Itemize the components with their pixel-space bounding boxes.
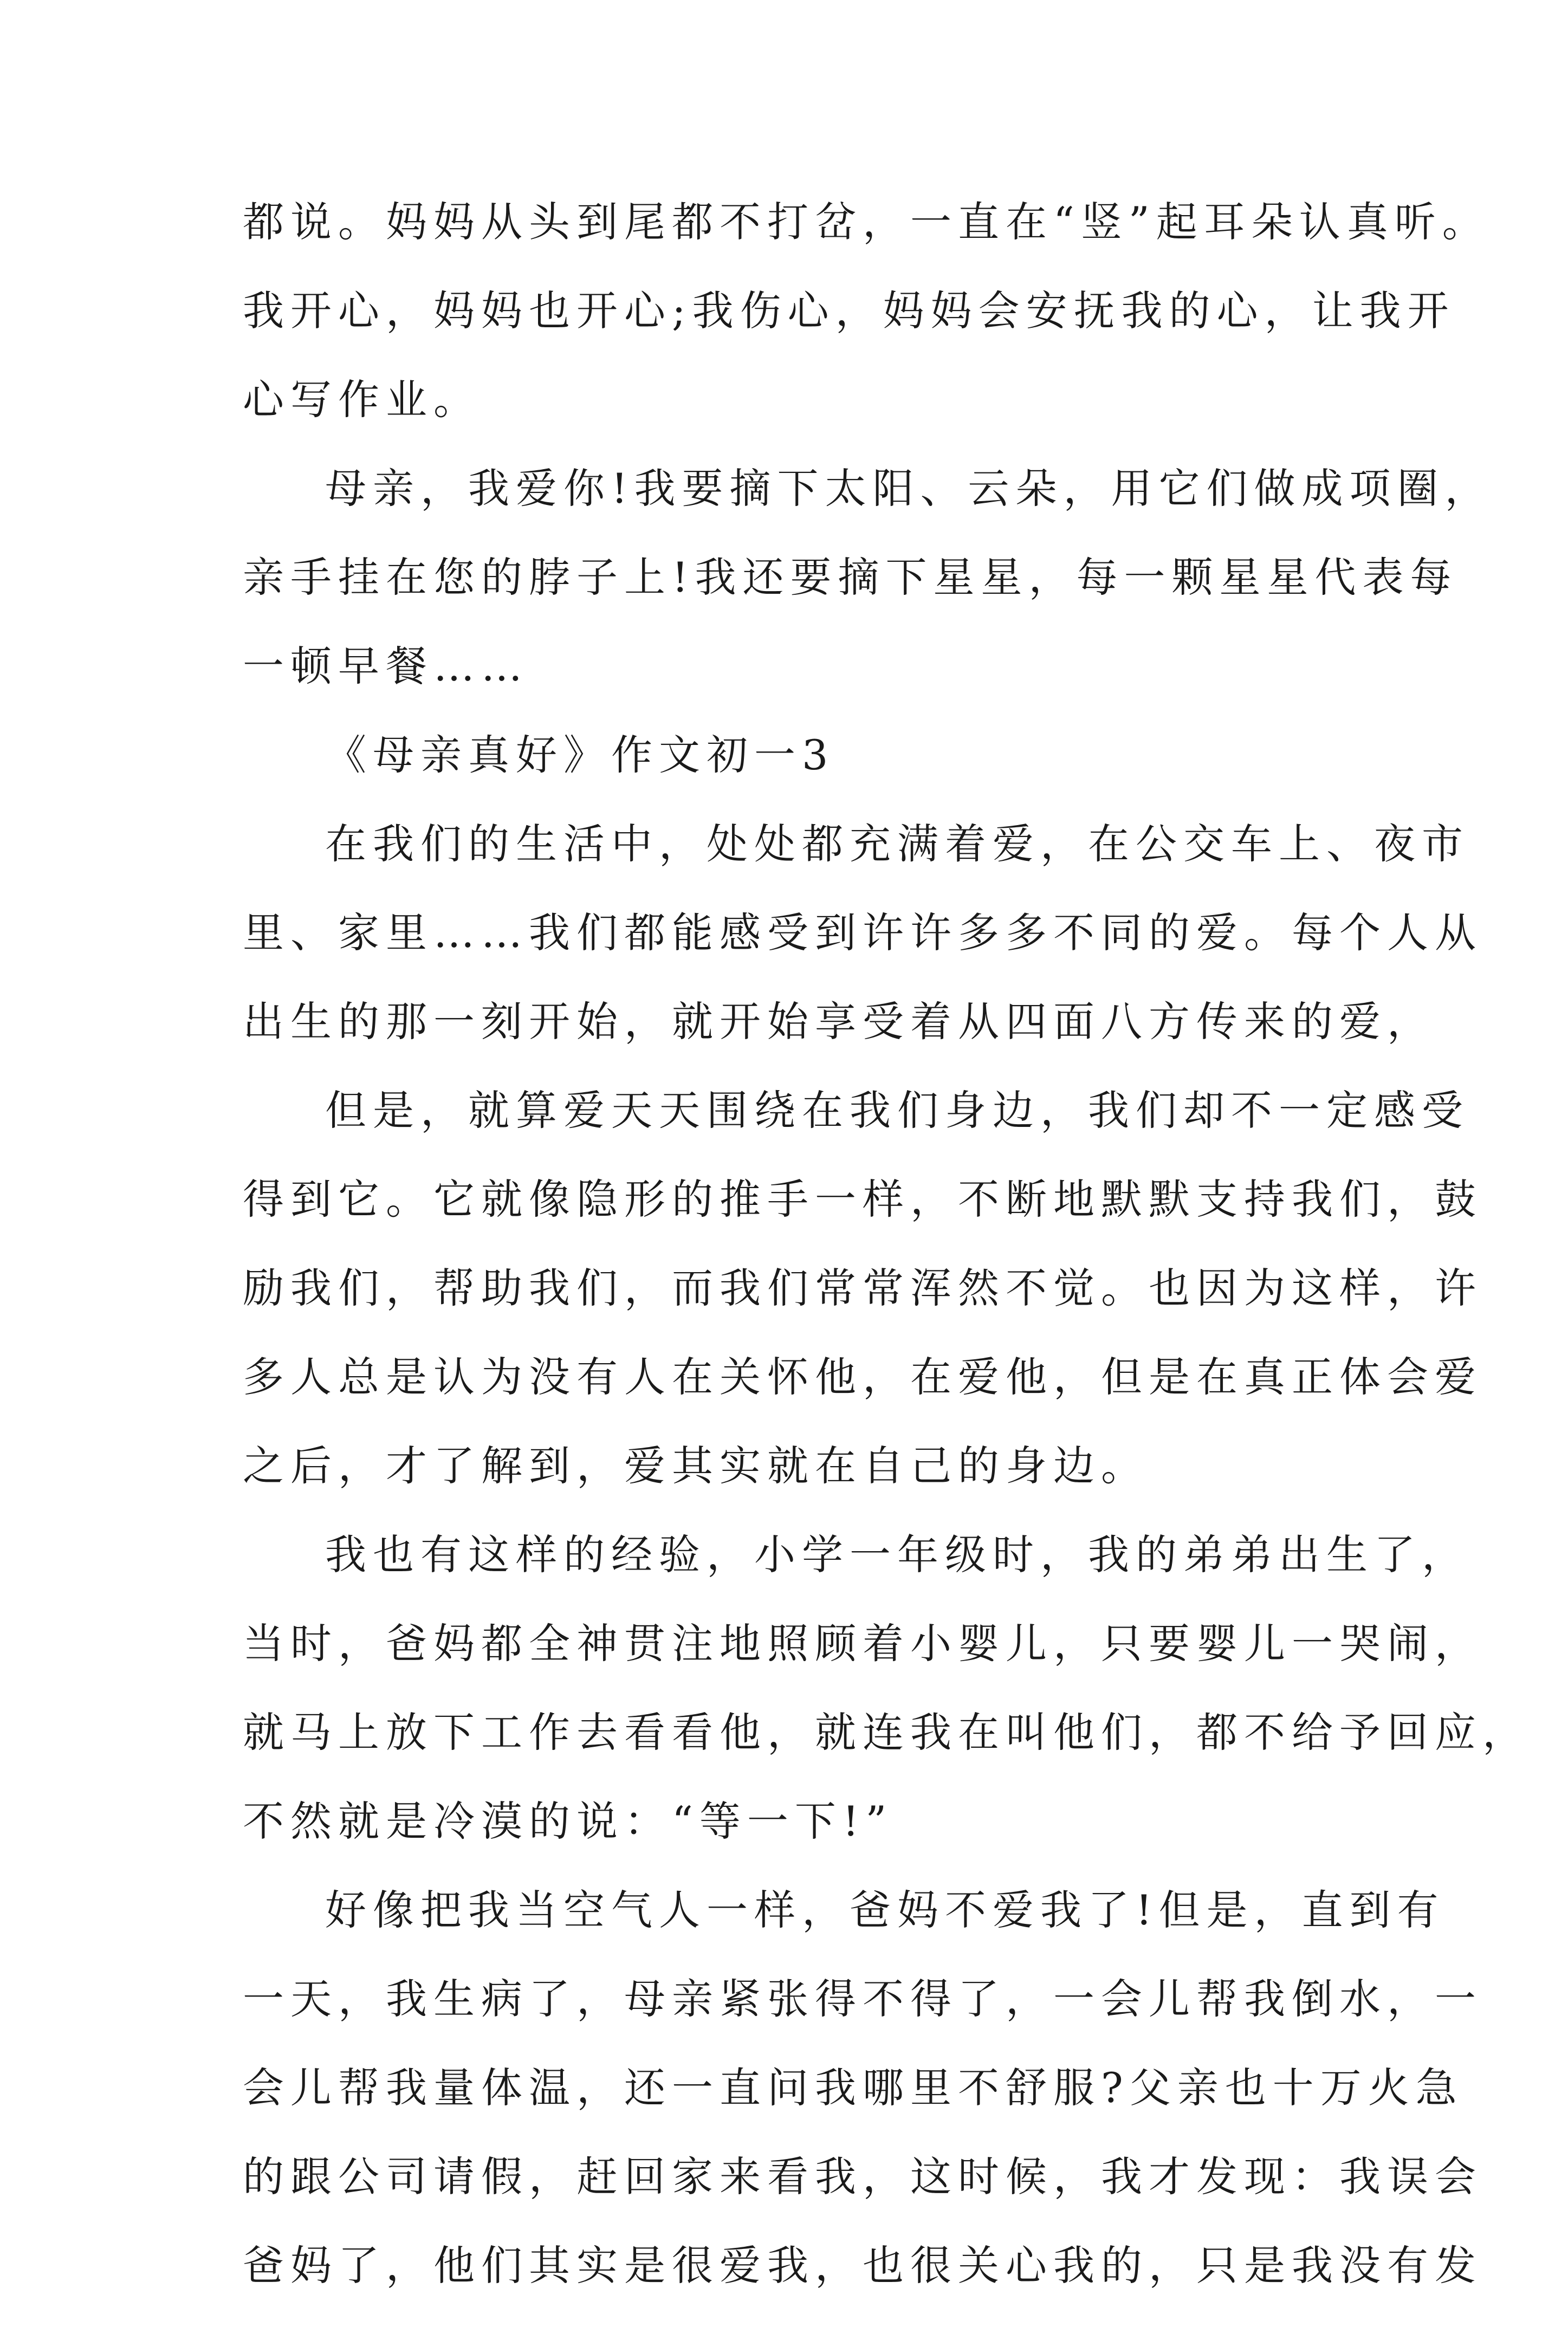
text-line: 多人总是认为没有人在关怀他，在爱他，但是在真正体会爱 [243, 1353, 1482, 1401]
text-line: 励我们，帮助我们，而我们常常浑然不觉。也因为这样，许 [243, 1264, 1482, 1312]
paragraph-first-line: 在我们的生活中，处处都充满着爱，在公交车上、夜市 [325, 820, 1469, 868]
text-line: 里、家里……我们都能感受到许许多多不同的爱。每个人从 [243, 909, 1482, 957]
text-line: 得到它。它就像隐形的推手一样，不断地默默支持我们，鼓 [243, 1175, 1482, 1223]
text-line: 亲手挂在您的脖子上!我还要摘下星星，每一颗星星代表每 [243, 553, 1458, 601]
paragraph-first-line: 但是，就算爱天天围绕在我们身边，我们却不一定感受 [325, 1086, 1469, 1134]
paragraph-first-line: 母亲，我爱你!我要摘下太阳、云朵，用它们做成项圈， [325, 464, 1493, 513]
text-line: 我开心，妈妈也开心;我伤心，妈妈会安抚我的心，让我开 [243, 287, 1455, 335]
text-line: 心写作业。 [243, 375, 481, 424]
text-line: 爸妈了，他们其实是很爱我，也很关心我的，只是我没有发 [243, 2241, 1482, 2290]
text-line: 不然就是冷漠的说：“等一下!” [243, 1797, 893, 1845]
text-line: 一天，我生病了，母亲紧张得不得了，一会儿帮我倒水，一 [243, 1975, 1482, 2023]
text-line: 都说。妈妈从头到尾都不打岔，一直在“竖”起耳朵认真听。 [243, 198, 1490, 246]
essay-heading: 《母亲真好》作文初一3 [325, 731, 835, 779]
text-line: 的跟公司请假，赶回家来看我，这时候，我才发现：我误会 [243, 2153, 1482, 2201]
text-line: 一顿早餐…… [243, 642, 529, 690]
text-line: 之后，才了解到，爱其实就在自己的身边。 [243, 1442, 1149, 1490]
text-line: 出生的那一刻开始，就开始享受着从四面八方传来的爱， [243, 997, 1435, 1046]
paragraph-first-line: 我也有这样的经验，小学一年级时，我的弟弟出生了， [325, 1531, 1469, 1579]
text-line: 就马上放下工作去看看他，就连我在叫他们，都不给予回应， [243, 1708, 1530, 1756]
essay-body [243, 198, 1530, 2334]
text-line: 会儿帮我量体温，还一直问我哪里不舒服?父亲也十万火急 [243, 2064, 1463, 2112]
text-line: 当时，爸妈都全神贯注地照顾着小婴儿，只要婴儿一哭闹， [243, 1619, 1482, 1668]
paragraph-first-line: 好像把我当空气人一样，爸妈不爱我了!但是，直到有 [325, 1886, 1445, 1934]
